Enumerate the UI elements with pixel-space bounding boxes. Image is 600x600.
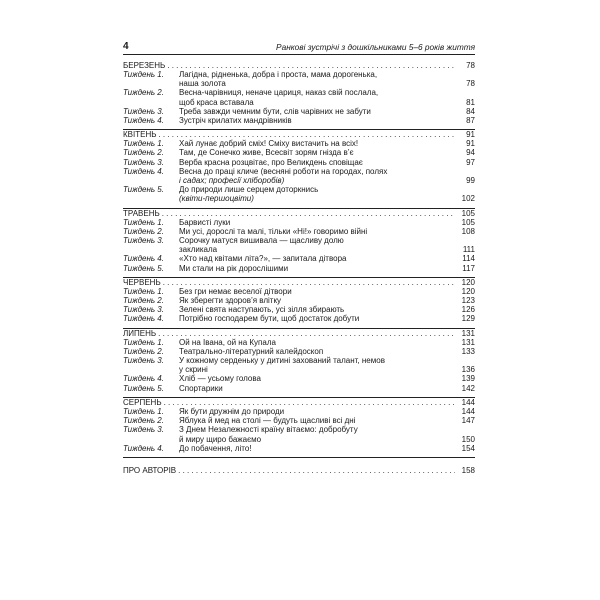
entry-page: 144 [461,406,475,416]
week-label: Тиждень 4. [123,116,164,126]
week-label: Тиждень 2. [123,226,164,236]
table-of-contents [123,61,475,458]
entry-title [179,374,457,383]
week-label: Тиждень 3. [123,157,164,167]
entry-title [179,287,457,296]
leader-dots [158,329,455,338]
entry-title [179,356,457,374]
leader-dots [164,398,455,407]
week-label: Тиждень 4. [123,314,164,324]
toc-section [123,329,475,398]
week-label: Тиждень 5. [123,383,164,393]
week-label: Тиждень 1. [123,70,164,79]
toc-section [123,398,475,458]
entry-title [179,148,457,157]
entry-title [179,107,457,116]
toc-entry[interactable] [123,296,475,305]
toc-authors[interactable] [123,466,475,475]
week-label: Тиждень 3. [123,305,164,315]
toc-section [123,278,475,329]
entry-page: 111 [462,245,475,255]
entry-page: 150 [461,434,475,444]
entry-page: 142 [461,383,475,393]
authors-page: 158 [461,465,475,475]
entry-line: й миру щиро бажаємо [179,434,262,444]
entry-page: 136 [461,365,475,375]
section-heading[interactable] [123,61,475,70]
entry-line: Хай лунає добрий сміх! Сміху вистачить на всіх! [179,139,359,149]
week-label: Тиждень 2. [123,88,164,98]
entry-line: Ой на Івана, ой на Купала [179,337,276,347]
entry-line: Потрібно господарем бути, щоб достаток добути [179,314,360,324]
entry-title [179,236,457,254]
section-page: 91 [466,130,475,140]
running-title: Ранкові зустрічі з дошкільниками 5–6 років життя [276,42,475,52]
week-label: Тиждень 4. [123,166,164,176]
entry-line: Лагідна, рідненька, добра і проста, мама дорогенька, [179,70,378,79]
section-page: 131 [461,328,475,338]
toc-entry[interactable] [123,338,475,347]
entry-line: Як бути дружнім до природи [179,406,285,416]
toc-entry[interactable] [123,425,475,443]
entry-title [179,407,457,416]
entry-line: Барвисті луки [179,217,231,227]
entry-title [179,218,457,227]
section-name: БЕРЕЗЕНЬ [123,61,166,70]
week-label: Тиждень 1. [123,337,164,347]
week-label: Тиждень 3. [123,425,164,435]
entry-line: До природи лише серцем доторкнись [179,185,319,195]
toc-entry[interactable] [123,236,475,254]
entry-title [179,185,457,203]
entry-line: Ми стали на рік дорослішими [179,263,289,273]
entry-page: 84 [466,106,475,116]
authors-label: ПРО АВТОРІВ [123,465,177,475]
entry-line: Весна до праці кличе (весняні роботи на городах, полях [179,166,388,176]
entry-line: Спортарики [179,383,223,393]
toc-entry[interactable] [123,407,475,416]
entry-title [179,227,457,236]
entry-line: у скрині [179,365,208,375]
week-label: Тиждень 1. [123,139,164,149]
page-header [123,38,475,55]
entry-title [179,167,457,185]
entry-line: Театрально-літературний калейдоскоп [179,346,324,356]
entry-page: 91 [466,139,475,149]
week-label: Тиждень 5. [123,263,164,273]
week-label: Тиждень 4. [123,374,164,384]
entry-line: З Днем Незалежності країну вітаємо: добробуту [179,425,358,435]
entry-line: Сорочку матуся вишивала — щасливу долю [179,236,344,246]
section-heading[interactable] [123,329,475,338]
entry-page: 94 [466,148,475,158]
week-label: Тиждень 1. [123,406,164,416]
toc-entry[interactable] [123,314,475,323]
entry-line: щоб краса вставала [179,97,254,107]
toc-entry[interactable] [123,374,475,383]
entry-line: Верба красна розцвітає, про Великдень сповіщає [179,157,363,167]
week-label: Тиждень 1. [123,286,164,296]
entry-page: 97 [466,157,475,167]
toc-entry[interactable] [123,264,475,273]
entry-page: 105 [461,217,475,227]
entry-page: 123 [461,296,475,306]
entry-page: 78 [466,79,475,89]
toc-entry[interactable] [123,116,475,125]
toc-entry[interactable] [123,167,475,185]
entry-line: Зустріч крилатих мандрівників [179,116,292,126]
section-name: СЕРПЕНЬ [123,397,162,407]
toc-section [123,130,475,208]
entry-line: Яблука й мед на столі — будуть щасливі всі дні [179,416,356,426]
leader-dots [162,209,455,218]
leader-dots [167,61,455,70]
entry-line: закликала [179,245,218,255]
section-heading[interactable] [123,209,475,218]
section-page: 105 [461,208,475,218]
entry-line: Ми усі, дорослі та малі, тільки «Ні!» говоримо війні [179,226,368,236]
entry-title [179,296,457,305]
entry-title [179,425,457,443]
entry-page: 108 [461,226,475,236]
entry-page: 99 [466,176,475,186]
toc-entry[interactable] [123,305,475,314]
entry-line: (квіти-першоцвіти) [179,194,254,204]
entry-title [179,116,457,125]
entry-line: У кожному серденьку у дитині захований талант, немов [179,356,385,366]
toc-entry[interactable] [123,70,475,88]
toc-entry[interactable] [123,254,475,263]
entry-page: 81 [466,97,475,107]
entry-title [179,70,457,88]
toc-page [123,38,475,475]
toc-entry[interactable] [123,185,475,203]
entry-page: 147 [461,416,475,426]
toc-entry[interactable] [123,416,475,425]
entry-line: Без гри немає веселої дітвори [179,286,292,296]
section-heading[interactable] [123,278,475,287]
page-number: 4 [123,41,129,52]
entry-page: 129 [461,314,475,324]
section-name: ЛИПЕНЬ [123,328,157,338]
toc-entry[interactable] [123,347,475,356]
leader-dots [163,278,455,287]
section-name: КВІТЕНЬ [123,130,157,140]
entry-title [179,254,457,263]
entry-line: «Хто над квітами літа?», — запитала дітвора [179,254,347,264]
week-label: Тиждень 4. [123,254,164,264]
section-page: 144 [461,397,475,407]
entry-title [179,264,457,273]
toc-section [123,61,475,130]
entry-line: Треба завжди чемним бути, слів чарівних не забути [179,106,371,116]
entry-title [179,347,457,356]
toc-entry[interactable] [123,384,475,393]
toc-section [123,209,475,278]
entry-title [179,444,457,453]
toc-entry[interactable] [123,227,475,236]
week-label: Тиждень 3. [123,236,164,246]
entry-title [179,384,457,393]
entry-line: Там, де Сонечко живе, Всесвіт зорям гнізда в’є [179,148,354,158]
entry-title [179,158,457,167]
entry-page: 133 [461,346,475,356]
week-label: Тиждень 2. [123,416,164,426]
leader-dots [158,130,455,139]
entry-page: 139 [461,374,475,384]
entry-page: 120 [461,286,475,296]
toc-entry[interactable] [123,356,475,374]
toc-entry[interactable] [123,148,475,157]
entry-line: і садах; професії хліборобів) [179,176,285,186]
section-heading[interactable] [123,398,475,407]
section-page: 120 [461,277,475,287]
entry-title [179,139,457,148]
entry-line: Зелені свята наступають, усі зілля збирають [179,305,345,315]
leader-dots [178,466,455,475]
toc-entry[interactable] [123,444,475,453]
section-name: ЧЕРВЕНЬ [123,277,161,287]
entry-line: Хліб — усьому голова [179,374,261,384]
toc-entry[interactable] [123,88,475,106]
entry-title [179,88,457,106]
toc-entry[interactable] [123,287,475,296]
entry-page: 131 [461,337,475,347]
entry-page: 87 [466,116,475,126]
section-page: 78 [466,61,475,70]
entry-page: 154 [461,443,475,453]
entry-title [179,305,457,314]
entry-page: 114 [462,254,475,264]
entry-title [179,314,457,323]
week-label: Тиждень 1. [123,217,164,227]
week-label: Тиждень 3. [123,106,164,116]
entry-page: 126 [461,305,475,315]
entry-page: 117 [462,263,475,273]
week-label: Тиждень 4. [123,443,164,453]
section-heading[interactable] [123,130,475,139]
entry-line: До побачення, літо! [179,443,252,453]
week-label: Тиждень 2. [123,346,164,356]
toc-entry[interactable] [123,158,475,167]
toc-entry[interactable] [123,139,475,148]
week-label: Тиждень 2. [123,296,164,306]
week-label: Тиждень 3. [123,356,164,366]
entry-page: 102 [461,194,475,204]
entry-line: наша золота [179,79,226,89]
entry-title [179,416,457,425]
toc-entry[interactable] [123,218,475,227]
week-label: Тиждень 2. [123,148,164,158]
entry-title [179,338,457,347]
toc-entry[interactable] [123,107,475,116]
week-label: Тиждень 5. [123,185,164,195]
section-name: ТРАВЕНЬ [123,208,160,218]
entry-line: Весна-чарівниця, неначе цариця, наказ свій послала, [179,88,379,98]
entry-line: Як зберегти здоров’я влітку [179,296,282,306]
